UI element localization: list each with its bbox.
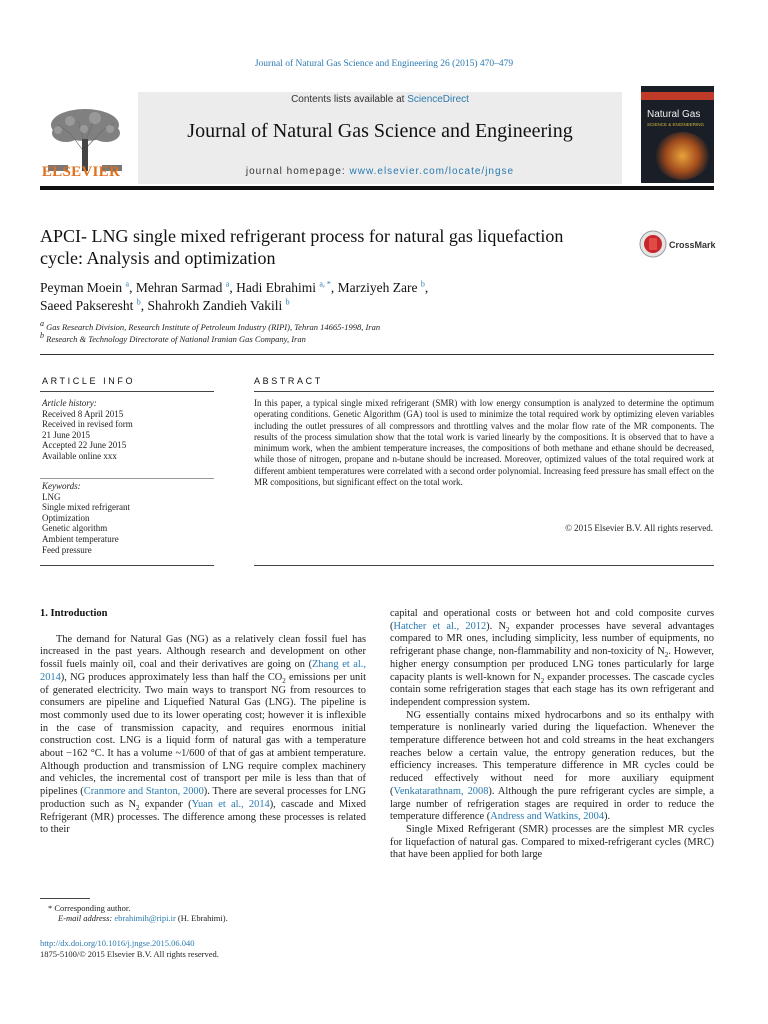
header-rule — [40, 186, 714, 190]
paragraph-text: ), cascade and Mixed Refrigerant (MR) processes. The difference among these processes is related to their — [40, 798, 366, 836]
subscript: 2 — [136, 803, 140, 812]
citation-link[interactable]: Yuan et al., 2014 — [191, 798, 270, 810]
abstract-rule — [254, 391, 714, 392]
citation-link[interactable]: Hatcher et al., 2012 — [393, 620, 487, 632]
subscript: 2 — [506, 625, 510, 634]
article-history-label: Article history: — [42, 398, 97, 408]
paragraph-text: The demand for Natural Gas (NG) as a relatively clean fossil fuel has increased in the past years. Although research and development on other fossil fuels mainly oil, coal and their derivatives are going on ( — [40, 633, 366, 671]
journal-citation[interactable]: Journal of Natural Gas Science and Engineering 26 (2015) 470–479 — [254, 59, 514, 69]
paragraph-text: ). — [604, 811, 611, 823]
title-block-rule — [40, 354, 714, 355]
author-affiliation-mark[interactable]: a, * — [319, 279, 331, 289]
abstract-bottom-rule — [254, 565, 714, 566]
cover-band — [641, 92, 714, 100]
abstract-heading: ABSTRACT — [254, 376, 323, 386]
paper-title-line-1: APCI- LNG single mixed refrigerant process for natural gas liquefaction — [40, 226, 564, 246]
author-affiliation-mark[interactable]: b — [136, 297, 141, 307]
author-affiliation-mark[interactable]: a — [125, 279, 130, 289]
email-label: E-mail address: — [58, 913, 115, 923]
paragraph-text: ). N — [486, 620, 507, 632]
citation-link[interactable]: Zhang et al., 2014 — [40, 659, 366, 683]
article-info-heading: ARTICLE INFO — [42, 376, 136, 386]
keywords-list — [42, 481, 214, 555]
author-list-line-1: Peyman Moein $^a$, Mehran Sarmad $^a$, Hadi Ebrahimi $^{a, *}$, Marziyeh Zare $^b$, — [40, 279, 429, 295]
body-column-right — [390, 608, 714, 862]
contents-prefix: Contents lists available at — [291, 94, 408, 105]
citation-link[interactable]: Andress and Watkins, 2004 — [490, 811, 605, 823]
paragraph-text: NG essentially contains mixed hydrocarbons and so its enthalpy with temperature is nonlinearly varied during the liquefaction. Whenever the temperature difference between hot and cold streams in the heat exchangers reaches below a certain value, the entropy generation reduces, but the efficiency increases. This temperature difference in MR cycles could be reduced effectively without need for more auxiliary equipment ( — [390, 709, 714, 797]
body-paragraph — [40, 634, 366, 837]
corresponding-author-note: * Corresponding author. — [48, 903, 131, 913]
author-name: Hadi Ebrahimi — [236, 280, 316, 295]
keyword-item: Optimization — [42, 512, 90, 523]
author-list-line-2: Saeed Pakseresht $^b$, Shahrokh Zandieh Vakili $^b$ — [40, 297, 290, 313]
affiliation-mark: b — [40, 331, 44, 341]
keywords-label: Keywords: — [42, 481, 81, 491]
body-paragraph — [390, 608, 714, 710]
author-name: Peyman Moein — [40, 280, 123, 295]
paragraph-text: expander processes. The cascade cycles contain some refrigeration stages that each stage has its own refrigerant and independent compression system. — [390, 671, 714, 708]
paragraph-text: . However, higher energy consumption per produced LNG tones particularly for large capacity plants is well-known for N — [390, 646, 714, 683]
crossmark-label[interactable]: CrossMark — [669, 240, 716, 250]
history-item: Received 8 April 2015 — [42, 408, 124, 419]
keyword-item: LNG — [42, 491, 61, 502]
affiliation-mark: a — [40, 319, 44, 329]
author-name: Shahrokh Zandieh Vakili — [147, 298, 283, 313]
abstract-text: In this paper, a typical single mixed refrigerant (SMR) with low energy consumption is analyzed to determine the optimum operating conditions. Genetic Algorithm (GA) tool is used to minimize the total required work by optimizing eleven variables including the outlet pressures of all compressors and throttling valves and the molar flow rate of the MR components. The results of the process simulation show that the total work is varied linearly by the compositions. It is observed that to have a minimum work, when the ambient temperature increases, the compositions of both methane and ethane should be decreased, while those of nitrogen, propane and n-butane should be increased. Moreover, optimized values of the total required work at different ambient temperatures were correlated with a second order polynomial. Increasing feed pressure has small effect on the MR compositions, but significant effect on the total work. — [254, 398, 714, 488]
author-name: Saeed Pakseresht — [40, 298, 134, 313]
affiliation-text: Gas Research Division, Research Institute of Petroleum Industry (RIPI), Tehran 14665-1998, Iran — [46, 322, 381, 332]
author-affiliation-mark[interactable]: a — [225, 279, 230, 289]
homepage-prefix: journal homepage: — [245, 166, 350, 177]
author-affiliation-mark[interactable]: b — [420, 279, 425, 289]
homepage-link[interactable]: www.elsevier.com/locate/jngse — [349, 166, 515, 177]
footnote-rule — [40, 898, 90, 899]
keywords-rule — [40, 478, 214, 479]
paragraph-text: ). There are several processes for LNG production such as N — [40, 786, 366, 810]
affiliation-text: Research & Technology Directorate of National Iranian Gas Company, Iran — [46, 334, 306, 344]
paper-title-line-2: cycle: Analysis and optimization — [40, 248, 276, 268]
history-item: Accepted 22 June 2015 — [42, 440, 127, 451]
affiliation-a — [40, 319, 381, 332]
keyword-item: Genetic algorithm — [42, 523, 108, 534]
paragraph-text: expander ( — [139, 798, 192, 810]
history-item: Available online xxx — [42, 450, 117, 461]
email-suffix: (H. Ebrahimi). — [175, 913, 228, 923]
history-item: Received in revised form — [42, 419, 133, 430]
keyword-item: Single mixed refrigerant — [42, 502, 130, 513]
subscript: 2 — [282, 676, 286, 685]
subscript: 2 — [540, 676, 545, 685]
email-link[interactable]: ebrahimih@ripi.ir — [114, 913, 176, 923]
author-name: Mehran Sarmad — [135, 280, 223, 295]
journal-title: Journal of Natural Gas Science and Engineering — [187, 120, 573, 142]
cover-flame-graphic — [655, 132, 710, 180]
contents-line — [138, 94, 622, 105]
paragraph-text: capital and operational costs or between hot and cold composite curves ( — [390, 608, 714, 632]
section-heading-introduction: 1. Introduction — [40, 608, 108, 619]
citation-link[interactable]: Venkatarathnam, 2008 — [393, 785, 489, 797]
cover-title: Natural Gas — [647, 109, 701, 120]
article-info-bottom-rule — [40, 565, 214, 566]
email-note — [58, 913, 228, 923]
citation-link[interactable]: Cranmore and Stanton, 2000 — [83, 786, 204, 798]
paragraph-text: ). Although the pure refrigerant cycles are simple, a large number of refrigeration stages are required in order to reduce the temperature difference ( — [390, 785, 715, 823]
subscript: 2 — [664, 651, 669, 660]
doi-link[interactable]: http://dx.doi.org/10.1016/j.jngse.2015.06.040 — [40, 938, 195, 948]
paragraph-text: emissions per unit of generated electricity. Two main ways to transport NG from resources to consumers are pipeline and Liquefied Natural Gas (LNG). The pipeline is most commonly used due to its lower operating cost; however it is inflexible in the case of transmission capacity, and requires enormous initial construction cost. LNG is a liquid form of natural gas with a temperature about −162 °C. It has a volume ~1/600 of that of gas at ambient temperature. Although production and transmission of LNG require complex machinery and vehicles, the incremental cost of transport per mile is less than that of pipelines ( — [40, 671, 366, 798]
journal-cover-image[interactable] — [641, 86, 714, 183]
paragraph-text: ), NG produces approximately less than half the CO — [60, 671, 283, 683]
sciencedirect-link[interactable]: ScienceDirect — [407, 94, 469, 105]
paragraph-text: expander processes have several advantages compared to MR ones, including simplicity, less number of equipments, no refrigerant phase change, non-flammability and non-toxicity of N — [390, 620, 714, 658]
history-item: 21 June 2015 — [42, 429, 90, 440]
issn-copyright: 1875-5100/© 2015 Elsevier B.V. All rights reserved. — [40, 949, 219, 959]
article-info-rule — [40, 391, 214, 392]
body-column-left — [40, 608, 366, 837]
affiliation-b — [40, 331, 306, 344]
body-paragraph: Single Mixed Refrigerant (SMR) processes are the simplest MR cycles for liquefaction of natural gas. Compared to mixed-refrigerant cycles (MRC) that have been applied for both large — [390, 823, 714, 861]
keyword-item: Ambient temperature — [42, 533, 119, 544]
article-history — [42, 398, 214, 462]
author-affiliation-mark[interactable]: b — [285, 297, 290, 307]
author-name: Marziyeh Zare — [337, 280, 418, 295]
body-paragraph — [390, 710, 714, 824]
paper-title — [40, 225, 625, 269]
cover-subtitle: SCIENCE & ENGINEERING — [647, 122, 705, 127]
homepage-line — [138, 166, 622, 177]
abstract-copyright: © 2015 Elsevier B.V. All rights reserved. — [565, 523, 713, 533]
keyword-item: Feed pressure — [42, 544, 92, 555]
elsevier-wordmark: ELSEVIER — [41, 164, 121, 180]
